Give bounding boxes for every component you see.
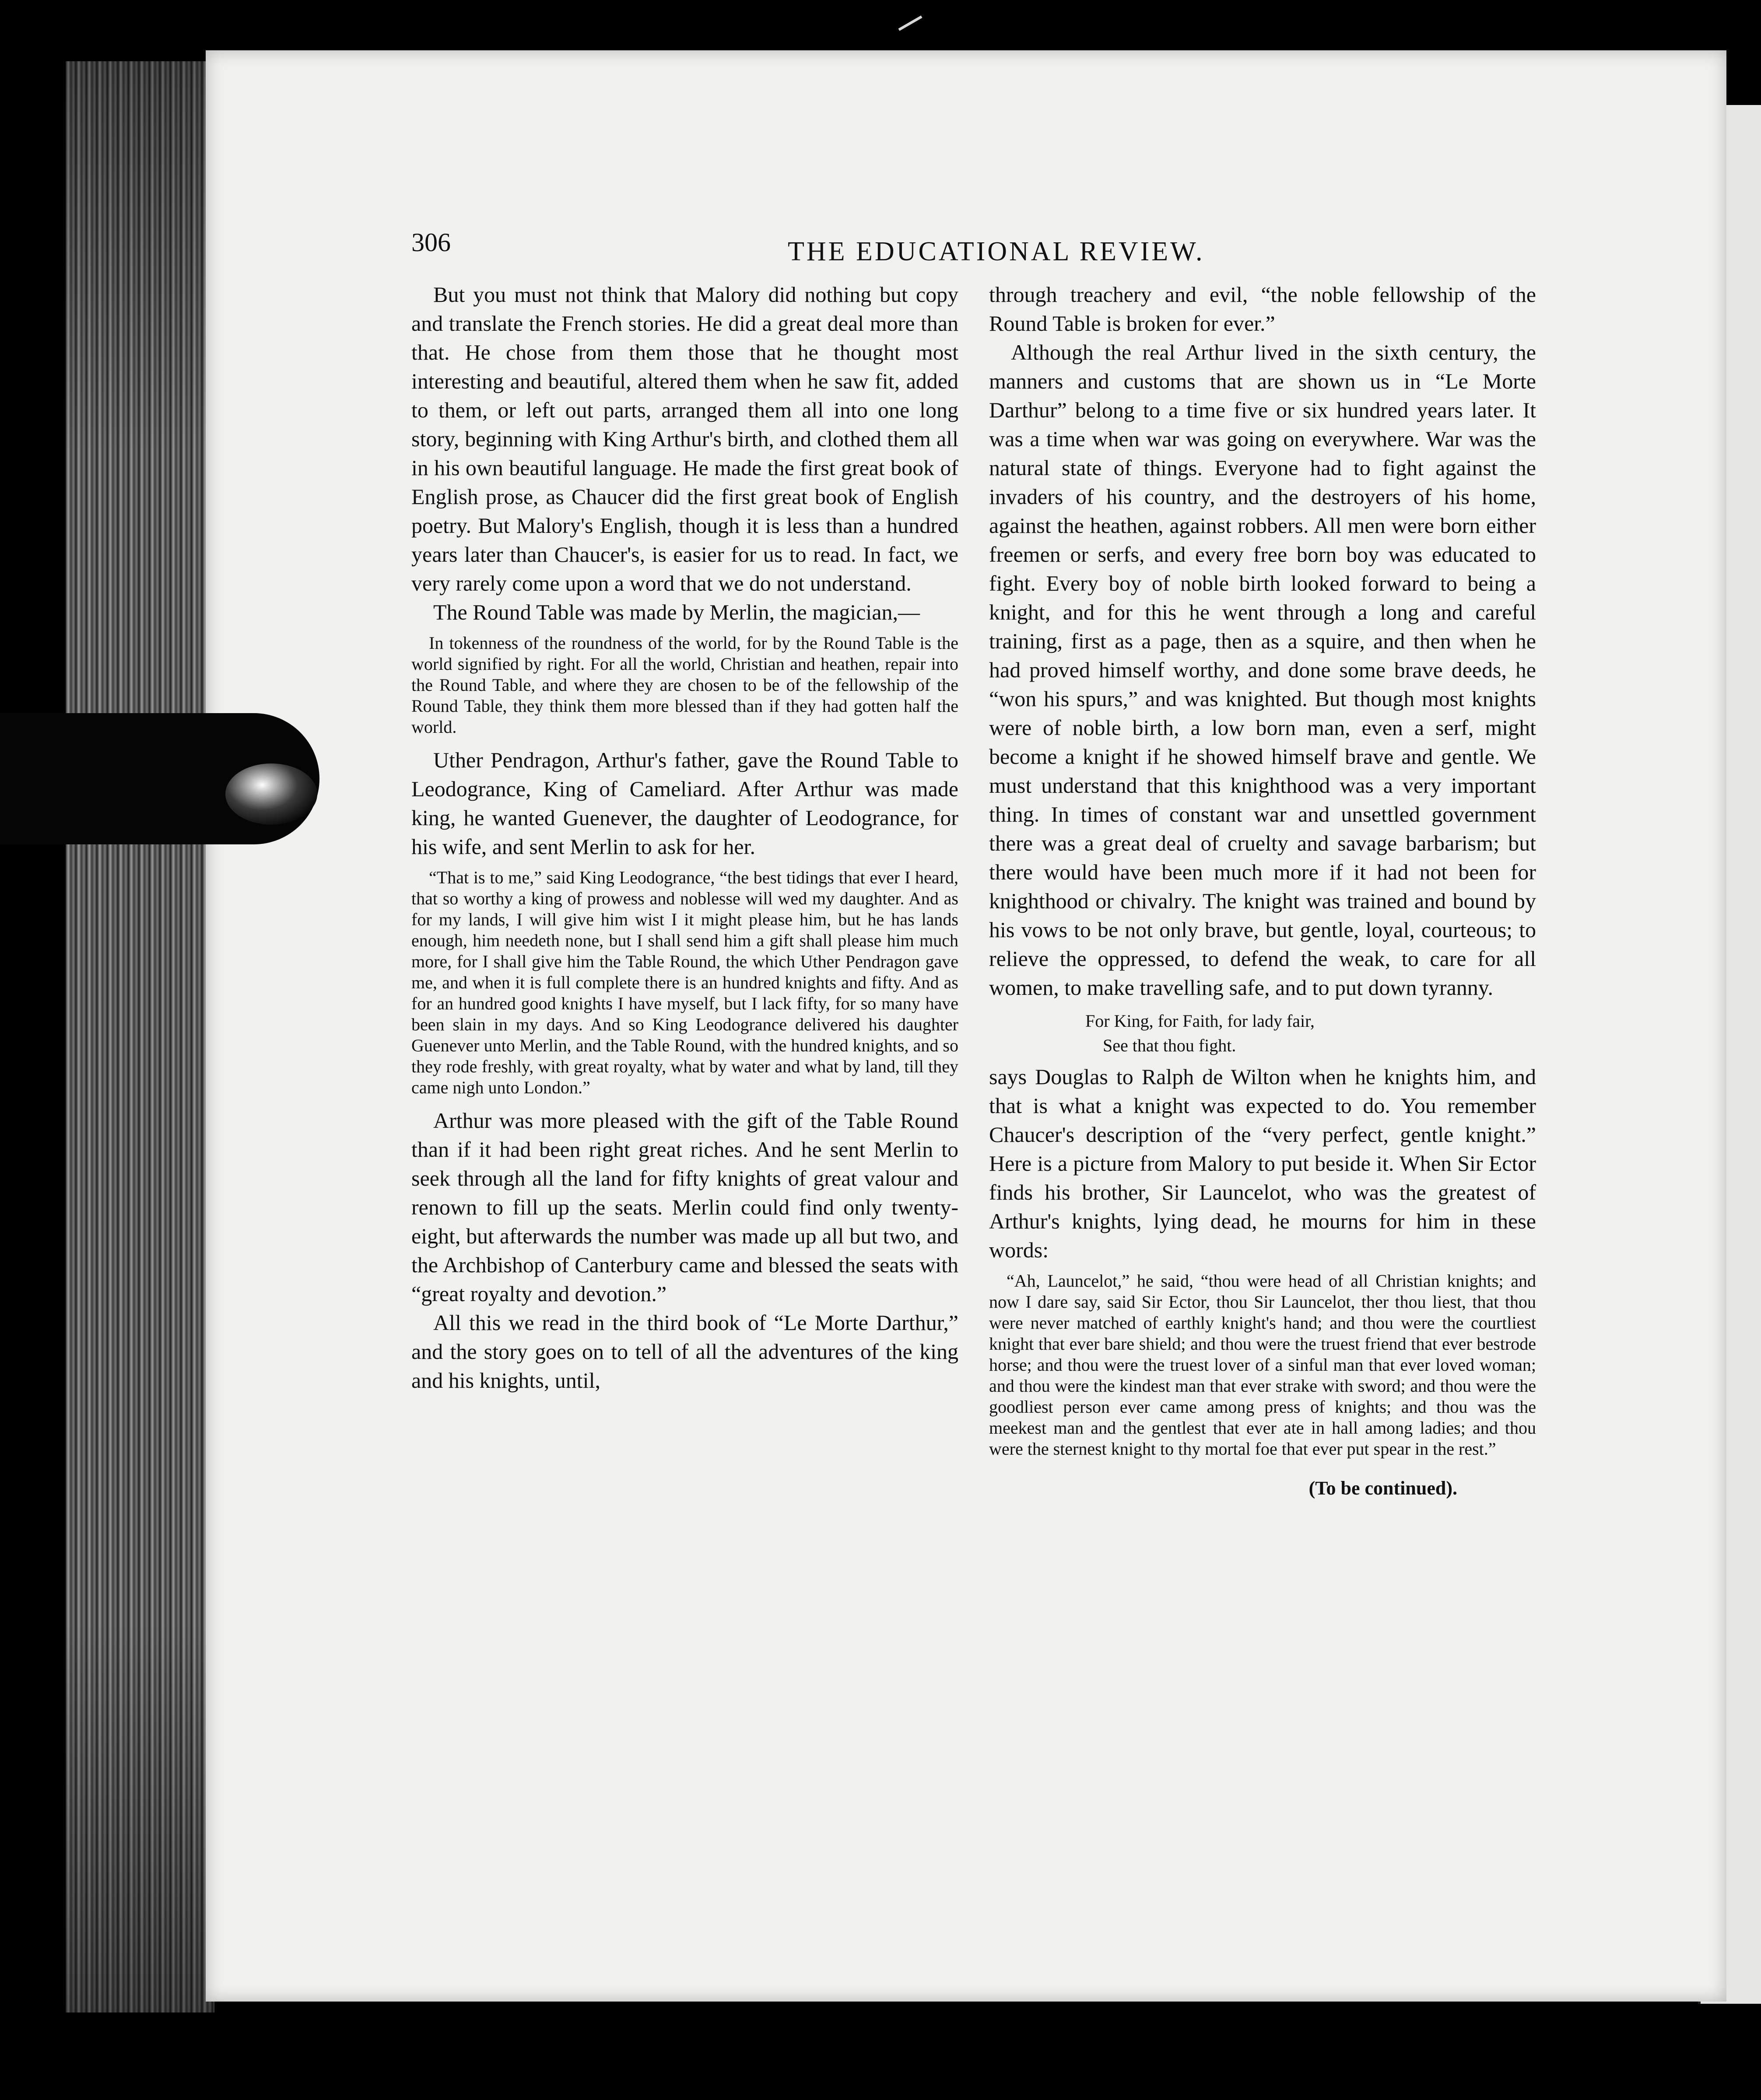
running-head: THE EDUCATIONAL REVIEW. (788, 237, 1205, 266)
paragraph: Uther Pendragon, Arthur's father, gave the Round Table to Leodogrance, King of Cameliard. After Arthur was made king, he wanted Guenever, the daughter of Leodogrance, for his wife, and sent Merlin to ask for her. (411, 748, 958, 859)
film-scratch (898, 15, 923, 31)
continued-note: (To be continued). (1308, 1477, 1457, 1499)
verse-line: For King, for Faith, for lady fair, (1085, 1011, 1315, 1031)
block-quote: “That is to me,” said King Leodogrance, “the best tidings that ever I heard, that so worthy a king of prowess and noblesse will wed my daughter. And as for my lands, I will give him wist I it might please him, but he has lands enough, him needeth none, but I shall send him a gift shall please him much more, for I shall give him the Table Round, the which Uther Pendragon gave me, and when it is full complete there is an hundred knights and fifty. And as for an hundred good knights I have myself, but I lack fifty, for so many have been slain in my days. And so King Leodogrance delivered his daughter Guenever unto Merlin, and the Table Round, with the hundred knights, and so they rode freshly, with great royalty, what by water and what by land, till they came nigh unto London.” (411, 868, 958, 1097)
paragraph: says Douglas to Ralph de Wilton when he knights him, and that is what a knight was expected to do. You remember Chaucer's description of the “very perfect, gentle knight.” Here is a picture from Malory to put beside it. When Sir Ector finds his brother, Sir Launcelot, who was the greatest of Arthur's knights, lying dead, he mourns for him in these words: (989, 1064, 1536, 1262)
left-column (411, 280, 958, 1395)
thumbnail-highlight (225, 763, 317, 825)
paragraph: But you must not think that Malory did nothing but copy and translate the French stories. He did a great deal more than that. He chose from them those that he thought most interesting and beautiful, altered them when he saw fit, added to them, or left out parts, arranged them all into one long story, beginning with King Arthur's birth, and clothed them all in his own beautiful language. He made the first great book of English prose, as Chaucer did the first great book of English poetry. But Malory's English, though it is less than a hundred years later than Chaucer's, is easier for us to read. In fact, we very rarely come upon a word that we do not understand. (411, 282, 958, 595)
block-quote: “Ah, Launcelot,” he said, “thou were head of all Christian knights; and now I dare say, said Sir Ector, thou Sir Launcelot, ther thou liest, that thou were never matched of earthly knight's hand; and thou were the courtliest knight that ever bare shield; and thou were the truest friend that ever bestrode horse; and thou were the truest lover of a sinful man that ever loved woman; and thou were the kindest man that ever strake with sword; and thou were the goodliest person ever came among press of knights; and thou was the meekest man and the gentlest that ever ate in hall among ladies; and thou were the sternest knight to thy mortal foe that ever put spear in the rest.” (989, 1271, 1536, 1459)
block-quote: In tokenness of the roundness of the world, for by the Round Table is the world signified by right. For all the world, Christian and heathen, repair into the Round Table, and where they are chosen to be of the fellowship of the Round Table, they think them more blessed than if they had gotten half the world. (411, 633, 958, 737)
page-number: 306 (411, 228, 451, 257)
paragraph: The Round Table was made by Merlin, the magician,— (433, 600, 920, 624)
paragraph: Arthur was more pleased with the gift of the Table Round than if it had been right great riches. And he sent Merlin to seek through all the land for fifty knights of great valour and renown to fill up the seats. Merlin could find only twenty-eight, but afterwards the number was made up all but two, and the Archbishop of Canterbury came and blessed the seats with “great royalty and devotion.” (411, 1108, 958, 1306)
paragraph: through treachery and evil, “the noble fellowship of the Round Table is broken for ever.” (989, 282, 1536, 336)
paragraph: Although the real Arthur lived in the sixth century, the manners and customs that are shown us in “Le Morte Darthur” belong to a time five or six hundred years later. It was a time when war was going on everywhere. War was the natural state of things. Everyone had to fight against the invaders of his country, and the destroyers of his home, against the heathen, against robbers. All men were born either freemen or serfs, and every free born boy was educated to fight. Every boy of noble birth looked forward to being a knight, and for this he went through a long and careful training, first as a page, then as a squire, and then when he had proved himself worthy, and done some brave deeds, he “won his spurs,” and was knighted. But though most knights were of noble birth, a low born man, even a serf, might become a knight if he showed himself brave and gentle. We must understand that this knighthood was a very important thing. In times of constant war and unsettled government there was a great deal of cruelty and savage barbarism; but there would have been much more if it had not been for knighthood or chivalry. The knight was trained and bound by his vows to be not only brave, but gentle, loyal, courteous; to relieve the oppressed, to defend the weak, to care for all women, to make travelling safe, and to put down tyranny. (989, 340, 1536, 1000)
right-column (989, 280, 1536, 1499)
paragraph: All this we read in the third book of “Le Morte Darthur,” and the story goes on to tell of all the adventures of the king and his knights, until, (411, 1310, 958, 1393)
verse-line: See that thou fight. (1103, 1036, 1236, 1055)
verse-quote (1085, 1009, 1536, 1058)
book-page-edges (66, 61, 214, 2012)
